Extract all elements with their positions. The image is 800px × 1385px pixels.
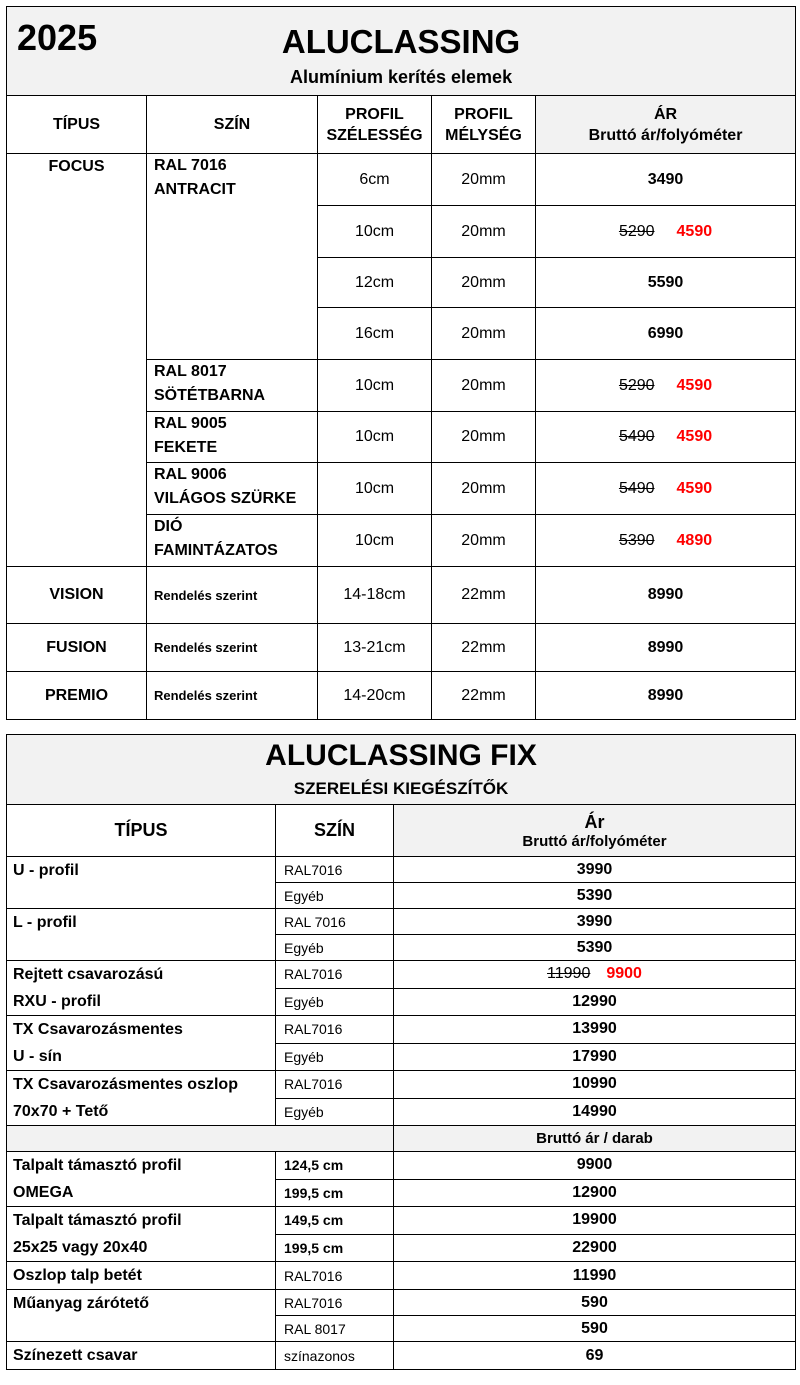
- item-tx-u-sin: [7, 1016, 276, 1071]
- width-cell: 14-18cm: [318, 567, 432, 624]
- price-cell: 9900: [394, 1152, 796, 1180]
- item-szinezett-csavar: Színezett csavar: [7, 1342, 276, 1370]
- price-cell: 590: [394, 1290, 796, 1316]
- price-cell: 3990: [394, 909, 796, 935]
- sale-price: 9900: [606, 965, 642, 983]
- fix-header-ar-label: Ár: [584, 811, 605, 832]
- color-cell: RAL7016: [276, 1290, 394, 1316]
- length-cell: 149,5 cm: [276, 1207, 394, 1235]
- darab-header: Bruttó ár / darab: [394, 1126, 796, 1152]
- page-title: ALUCLASSING: [281, 23, 521, 60]
- item-name-line1: TX Csavarozásmentes: [13, 1021, 183, 1038]
- darab-header-spacer: [7, 1126, 394, 1152]
- price-cell: 3990: [394, 857, 796, 883]
- fix-header-szin: SZÍN: [276, 805, 394, 857]
- item-l-profil: L - profil: [7, 909, 276, 961]
- header-profil-szelesseg: [318, 96, 432, 154]
- color-dio: [147, 515, 318, 567]
- depth-cell: 20mm: [432, 463, 536, 515]
- fix-title: ALUCLASSING FIX: [265, 739, 537, 772]
- header-ar: [536, 96, 796, 154]
- width-cell: 10cm: [318, 463, 432, 515]
- price-cell: [394, 961, 796, 989]
- price-cell: 10990: [394, 1071, 796, 1099]
- color-cell: RAL7016: [276, 857, 394, 883]
- color-cell: RAL7016: [276, 961, 394, 989]
- color-cell: RAL7016: [276, 1262, 394, 1290]
- price-cell: [536, 515, 796, 567]
- old-price: 5490: [618, 428, 655, 445]
- color-cell: RAL 7016: [276, 909, 394, 935]
- item-zarotet: Műanyag zárótető: [7, 1290, 276, 1342]
- old-price: 11990: [547, 965, 591, 983]
- depth-cell: 20mm: [432, 258, 536, 308]
- item-name-line1: Talpalt támasztó profil: [13, 1157, 182, 1174]
- item-oszlop-talp: Oszlop talp betét: [7, 1262, 276, 1290]
- price-cell: 5390: [394, 883, 796, 909]
- aluclassing-price-table: [6, 6, 796, 720]
- depth-cell: 22mm: [432, 624, 536, 672]
- header-profil-label: PROFIL: [454, 105, 513, 123]
- sale-price: 4590: [676, 222, 713, 240]
- page-subtitle: Alumínium kerítés elemek: [289, 67, 513, 87]
- color-name: VILÁGOS SZÜRKE: [154, 490, 297, 507]
- type-fusion: FUSION: [7, 624, 147, 672]
- item-name-line2: RXU - profil: [13, 993, 101, 1010]
- width-cell: 10cm: [318, 206, 432, 258]
- depth-cell: 20mm: [432, 308, 536, 360]
- width-cell: 12cm: [318, 258, 432, 308]
- color-cell: Rendelés szerint: [147, 567, 318, 624]
- header-szelesseg-label: SZÉLESSÉG: [326, 126, 423, 144]
- width-cell: 13-21cm: [318, 624, 432, 672]
- color-cell: Egyéb: [276, 935, 394, 961]
- header-ar-unit: Bruttó ár/folyóméter: [588, 126, 743, 144]
- item-name-line2: OMEGA: [13, 1184, 74, 1201]
- fix-header-ar: [394, 805, 796, 857]
- price-cell: 69: [394, 1342, 796, 1370]
- item-name-line2: U - sín: [13, 1048, 62, 1065]
- depth-cell: 22mm: [432, 567, 536, 624]
- color-cell: Egyéb: [276, 1043, 394, 1071]
- sale-price: 4590: [676, 376, 713, 394]
- item-name-line1: TX Csavarozásmentes oszlop: [13, 1076, 238, 1093]
- color-cell: RAL7016: [276, 1016, 394, 1044]
- price-cell: [536, 412, 796, 463]
- color-code: RAL 9006: [154, 466, 227, 483]
- color-name: ANTRACIT: [154, 181, 236, 198]
- width-cell: 10cm: [318, 412, 432, 463]
- price-cell: 12900: [394, 1179, 796, 1207]
- title-cell: [7, 7, 796, 96]
- color-name: FEKETE: [154, 439, 218, 456]
- old-price: 5490: [618, 479, 655, 497]
- header-melyseg-label: MÉLYSÉG: [445, 126, 522, 144]
- price-cell: [536, 360, 796, 412]
- price-cell: [536, 206, 796, 258]
- type-focus: FOCUS: [7, 154, 147, 567]
- header-szin: SZÍN: [147, 96, 318, 154]
- aluclassing-fix-table: [6, 734, 796, 1370]
- item-name-line2: 25x25 vagy 20x40: [13, 1239, 148, 1256]
- price-cell: 12990: [394, 988, 796, 1016]
- old-price: 5290: [618, 222, 655, 240]
- depth-cell: 22mm: [432, 672, 536, 720]
- header-ar-label: ÁR: [653, 105, 678, 123]
- color-antracit: [147, 154, 318, 360]
- color-code: RAL 9005: [154, 415, 227, 432]
- color-code: RAL 8017: [154, 363, 227, 380]
- color-cell: Rendelés szerint: [147, 672, 318, 720]
- length-cell: 199,5 cm: [276, 1179, 394, 1207]
- price-cell: 13990: [394, 1016, 796, 1044]
- item-omega: [7, 1152, 276, 1207]
- type-vision: VISION: [7, 567, 147, 624]
- fix-subtitle: SZERELÉSI KIEGÉSZÍTŐK: [293, 779, 509, 798]
- year-label: 2025: [17, 17, 98, 58]
- width-cell: 14-20cm: [318, 672, 432, 720]
- price-cell: 8990: [536, 567, 796, 624]
- fix-title-cell: [7, 735, 796, 805]
- sale-price: 4890: [676, 531, 713, 549]
- price-cell: 11990: [394, 1262, 796, 1290]
- price-cell: 8990: [536, 672, 796, 720]
- price-cell: 8990: [536, 624, 796, 672]
- color-cell: Egyéb: [276, 988, 394, 1016]
- color-cell: Egyéb: [276, 1098, 394, 1126]
- header-profil-melyseg: [432, 96, 536, 154]
- price-cell: 17990: [394, 1043, 796, 1071]
- depth-cell: 20mm: [432, 515, 536, 567]
- color-code: DIÓ: [154, 518, 183, 535]
- color-cell: Rendelés szerint: [147, 624, 318, 672]
- item-name-line1: Rejtett csavarozású: [13, 966, 164, 983]
- color-code: RAL 7016: [154, 157, 227, 174]
- item-u-profil: U - profil: [7, 857, 276, 909]
- color-sotetbarna: [147, 360, 318, 412]
- price-cell: 3490: [536, 154, 796, 206]
- color-name: FAMINTÁZATOS: [154, 542, 278, 559]
- price-cell: 14990: [394, 1098, 796, 1126]
- price-cell: 5590: [536, 258, 796, 308]
- length-cell: 124,5 cm: [276, 1152, 394, 1180]
- price-cell: 5390: [394, 935, 796, 961]
- color-cell: RAL7016: [276, 1071, 394, 1099]
- price-cell: 19900: [394, 1207, 796, 1235]
- width-cell: 10cm: [318, 360, 432, 412]
- color-cell: színazonos: [276, 1342, 394, 1370]
- width-cell: 6cm: [318, 154, 432, 206]
- item-name-line1: Talpalt támasztó profil: [13, 1212, 182, 1229]
- item-name-line2: 70x70 + Tető: [13, 1103, 109, 1120]
- depth-cell: 20mm: [432, 206, 536, 258]
- price-cell: [536, 463, 796, 515]
- sale-price: 4590: [676, 428, 713, 445]
- old-price: 5290: [618, 376, 655, 394]
- item-rxu-profil: [7, 961, 276, 1016]
- depth-cell: 20mm: [432, 412, 536, 463]
- color-name: SÖTÉTBARNA: [154, 387, 266, 404]
- color-vilagos-szurke: [147, 463, 318, 515]
- color-cell: Egyéb: [276, 883, 394, 909]
- length-cell: 199,5 cm: [276, 1234, 394, 1262]
- price-cell: 590: [394, 1316, 796, 1342]
- item-tamaszto-25x25: [7, 1207, 276, 1262]
- fix-header-tipus: TÍPUS: [7, 805, 276, 857]
- fix-header-ar-unit: Bruttó ár/folyóméter: [522, 832, 667, 850]
- sale-price: 4590: [676, 479, 713, 497]
- old-price: 5390: [618, 531, 655, 549]
- color-fekete: [147, 412, 318, 463]
- header-tipus: TÍPUS: [7, 96, 147, 154]
- header-profil-label: PROFIL: [345, 105, 404, 123]
- depth-cell: 20mm: [432, 360, 536, 412]
- width-cell: 16cm: [318, 308, 432, 360]
- price-cell: 6990: [536, 308, 796, 360]
- price-cell: 22900: [394, 1234, 796, 1262]
- item-tx-oszlop: [7, 1071, 276, 1126]
- color-cell: RAL 8017: [276, 1316, 394, 1342]
- width-cell: 10cm: [318, 515, 432, 567]
- depth-cell: 20mm: [432, 154, 536, 206]
- type-premio: PREMIO: [7, 672, 147, 720]
